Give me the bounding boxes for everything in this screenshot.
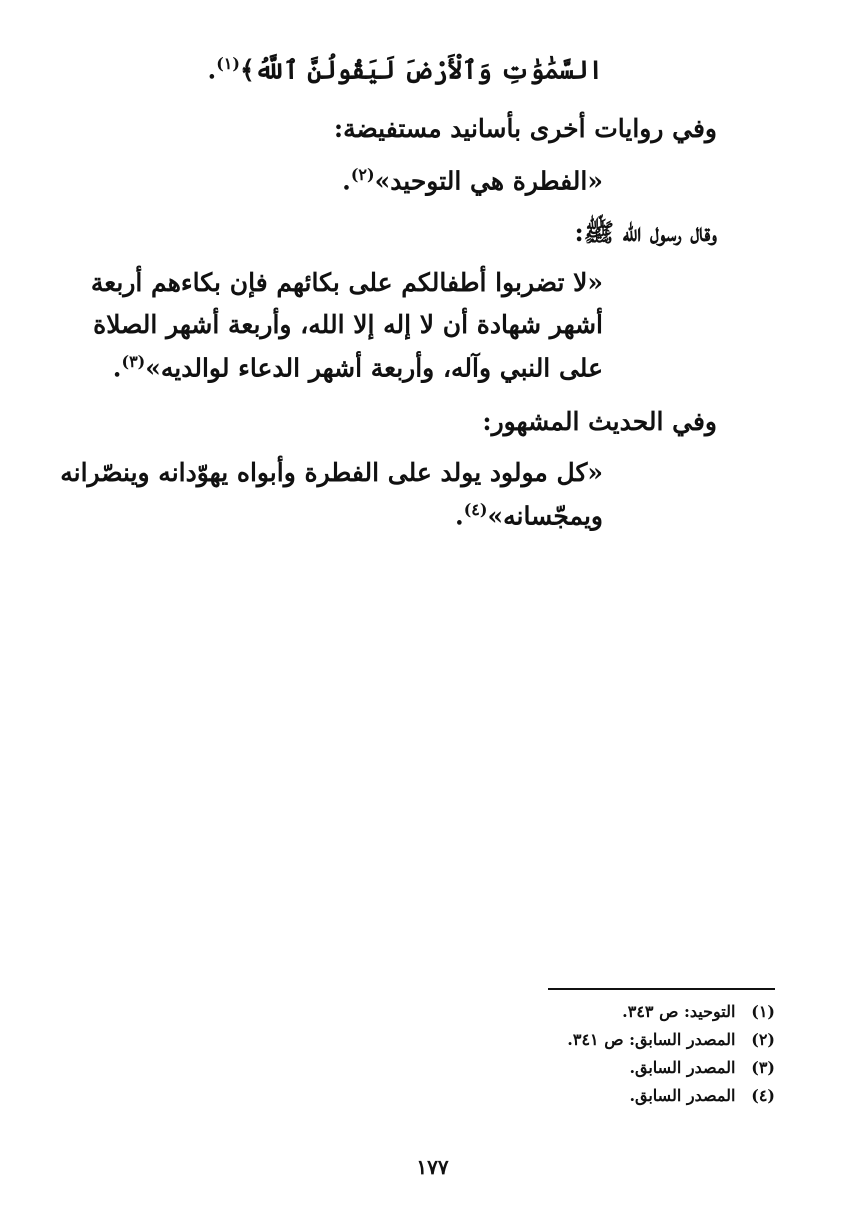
verse-line: السَّمَٰوَٰتِ وَٱلْأَرْضَ لَيَقُولُنَّ ٱللَّهُ﴾$^{(١)}$. [207, 54, 603, 85]
hadith1-line-3: على النبي وآله، وأربعة أشهر الدعاء لوالديه»$^{(٣)}$. [112, 352, 603, 383]
hadith2-line-2: ويمجّسانه»$^{(٤)}$. [455, 500, 603, 531]
hadith1-line-3-text: على النبي وآله، وأربعة أشهر الدعاء لوالديه» [145, 353, 603, 383]
hadith2-line-1: «كل مولود يولد على الفطرة وأبواه يهوّدانه وينصّرانه [60, 458, 603, 487]
footnote-2 [567, 1032, 775, 1048]
hadith2-footnote-ref: (٤) [463, 500, 488, 519]
quote-fitra-text: «الفطرة هي التوحيد» [374, 166, 603, 196]
hadith1-line-1: «لا تضربوا أطفالكم على بكائهم فإن بكاءهم أربعة [90, 268, 603, 297]
intro-line-famous-hadith: وفي الحديث المشهور: [482, 407, 717, 436]
footnote-separator [548, 988, 775, 990]
intro-line-narrations: وفي روايات أخرى بأسانيد مستفيضة: [333, 114, 717, 143]
footnote-text: التوحيد: ص ٣٤٣. [622, 1002, 736, 1021]
footnote-text: المصدر السابق. [629, 1058, 736, 1077]
quote-fitra-footnote-ref: (٢) [350, 165, 375, 184]
quote-fitra: «الفطرة هي التوحيد»$^{(٢)}$. [342, 165, 603, 196]
page-number: ١٧٧ [416, 1155, 449, 1179]
footnote-number: (٢) [751, 1030, 775, 1049]
footnote-4 [629, 1088, 775, 1104]
verse-footnote-ref: (١) [216, 54, 240, 73]
verse-text: السَّمَٰوَٰتِ وَٱلْأَرْضَ لَيَقُولُنَّ ٱللَّهُ﴾ [239, 55, 603, 85]
footnote-number: (١) [751, 1002, 775, 1021]
footnote-text: المصدر السابق: ص ٣٤١. [567, 1030, 736, 1049]
footnote-3 [629, 1060, 775, 1076]
intro-line-prophet: وقال رسول الله ﷺ: [574, 218, 717, 247]
footnote-number: (٣) [751, 1058, 775, 1077]
hadith2-line-2-text: ويمجّسانه» [487, 501, 603, 531]
footnote-number: (٤) [751, 1086, 775, 1105]
hadith1-line-2: أشهر شهادة أن لا إله إلا الله، وأربعة أشهر الصلاة [93, 310, 603, 339]
footnote-1 [622, 1004, 775, 1020]
hadith1-footnote-ref: (٣) [121, 352, 146, 371]
footnote-text: المصدر السابق. [629, 1086, 736, 1105]
